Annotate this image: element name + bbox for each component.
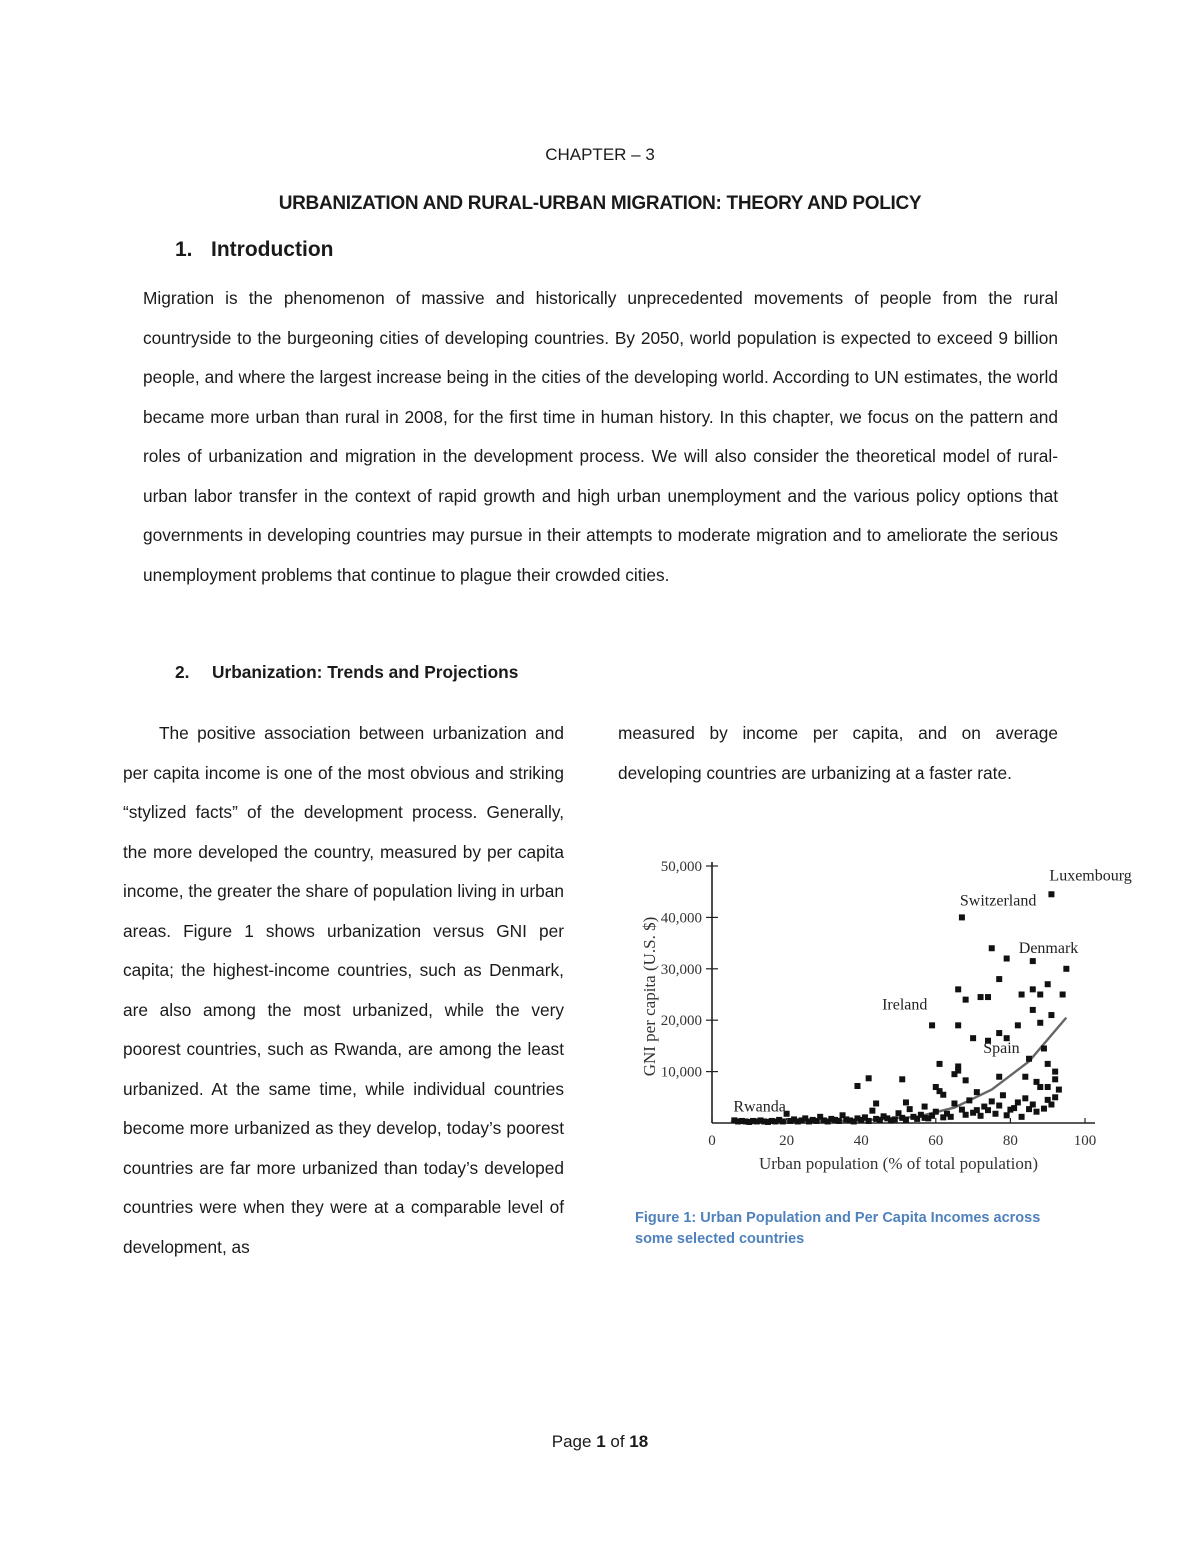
data-point: [1019, 992, 1025, 998]
data-point: [974, 1107, 980, 1113]
data-point: [963, 997, 969, 1003]
data-point: [948, 1114, 954, 1120]
data-point: [1030, 1101, 1036, 1107]
data-point: [873, 1100, 879, 1106]
data-point: [1015, 1022, 1021, 1028]
data-point: [933, 1084, 939, 1090]
y-tick-label: 50,000: [660, 859, 702, 875]
labeled-data-point: [731, 1117, 737, 1123]
data-point: [1037, 992, 1043, 998]
data-point: [892, 1116, 898, 1122]
data-point: [1045, 981, 1051, 987]
section-title: Introduction: [211, 238, 334, 261]
labeled-data-point: [929, 1022, 935, 1028]
footer-middle: of: [605, 1432, 630, 1451]
data-point: [989, 945, 995, 951]
right-column: [618, 714, 1058, 793]
x-axis-label: Urban population (% of total population): [758, 1154, 1039, 1173]
data-point: [1037, 1084, 1043, 1090]
y-axis-label: GNI per capita (U.S. $): [640, 916, 659, 1077]
data-point: [978, 1113, 984, 1119]
figure-caption: Figure 1: Urban Population and Per Capita Incomes across some selected countries: [635, 1210, 1041, 1247]
data-point: [866, 1118, 872, 1124]
data-point: [992, 1111, 998, 1117]
data-point: [1004, 1112, 1010, 1118]
scatter-chart: [600, 848, 1160, 1188]
data-point: [1019, 1114, 1025, 1120]
x-tick-label: 20: [779, 1133, 795, 1149]
data-point: [1015, 1099, 1021, 1105]
data-point: [966, 1097, 972, 1103]
data-point: [978, 994, 984, 1000]
x-tick-label: 100: [1073, 1133, 1097, 1149]
page-title: URBANIZATION AND RURAL-URBAN MIGRATION: THEORY AND POLICY: [278, 193, 922, 214]
data-point: [1000, 1092, 1006, 1098]
page-footer: [0, 1432, 1200, 1452]
footer-page-number: 1: [596, 1432, 606, 1451]
data-point: [940, 1114, 946, 1120]
point-label: Spain: [983, 1040, 1020, 1058]
x-tick-label: 80: [1002, 1133, 1018, 1149]
labeled-data-point: [959, 914, 965, 920]
data-point: [970, 1035, 976, 1041]
y-tick-label: 30,000: [660, 961, 702, 978]
data-point: [922, 1104, 928, 1110]
data-point: [1011, 1105, 1017, 1111]
data-point: [869, 1108, 875, 1114]
data-point: [1048, 1101, 1054, 1107]
data-point: [974, 1089, 980, 1095]
point-label: Ireland: [882, 996, 928, 1014]
data-point: [985, 1107, 991, 1113]
data-point: [955, 1022, 961, 1028]
data-point: [933, 1109, 939, 1115]
data-point: [903, 1117, 909, 1123]
point-label: Denmark: [1018, 940, 1079, 958]
x-tick-label: 60: [928, 1133, 944, 1149]
data-point: [1004, 956, 1010, 962]
data-point: [1041, 1045, 1047, 1051]
data-point: [1022, 1074, 1028, 1080]
footer-prefix: Page: [551, 1432, 597, 1451]
section-heading-urbanization: [175, 662, 518, 683]
section-heading-introduction: [175, 238, 333, 262]
data-point: [907, 1106, 913, 1112]
section-number: 1.: [175, 238, 193, 261]
data-point: [1026, 1056, 1032, 1062]
point-label: Luxembourg: [1049, 867, 1132, 885]
urbanization-paragraph-part2: measured by income per capita, and on average developing countries are urbanizing at a faster rate.: [618, 723, 1058, 783]
data-point: [1041, 1106, 1047, 1112]
data-point: [1048, 1012, 1054, 1018]
data-point: [1045, 1061, 1051, 1067]
data-point: [963, 1112, 969, 1118]
data-point: [1060, 992, 1066, 998]
data-point: [780, 1118, 786, 1124]
footer-page-total: 18: [629, 1432, 649, 1451]
intro-paragraph: Migration is the phenomenon of massive and historically unprecedented movements of people from the rural countryside to the burgeoning cities of developing countries. By 2050, world population is expected to exceed 9 billion people, and where the largest increase being in the cities of the developing world. According to UN estimates, the world became more urban than rural in 2008, for the first time in human history. In this chapter, we focus on the pattern and roles of urbanization and migration in the development process. We will also consider the theoretical model of rural-urban labor transfer in the context of rapid growth and high urban unemployment and the various policy options that governments in developing countries may pursue in their attempts to moderate migration and to ameliorate the serious unemployment problems that continue to plague their crowded cities.: [143, 288, 1058, 585]
data-point: [1034, 1109, 1040, 1115]
data-point: [922, 1115, 928, 1121]
data-point: [1056, 1087, 1062, 1093]
data-point: [996, 1103, 1002, 1109]
y-tick-label: 40,000: [660, 910, 702, 927]
y-tick-label: 20,000: [660, 1013, 702, 1030]
data-point: [1052, 1076, 1058, 1082]
left-column: [123, 714, 564, 1267]
data-point: [1052, 1069, 1058, 1075]
labeled-data-point: [1048, 891, 1054, 897]
data-point: [951, 1071, 957, 1077]
data-point: [959, 1107, 965, 1113]
data-point: [1045, 1084, 1051, 1090]
data-point: [1063, 966, 1069, 972]
data-point: [1052, 1094, 1058, 1100]
urbanization-paragraph-part1: The positive association between urbanization and per capita income is one of the most obvious and striking “stylized facts” of the development process. Generally, the more developed the country, measured by per capita income, the greater the share of population living in urban areas. Figure 1 shows urbanization versus GNI per capita; the highest-income countries, such as Denmark, are also among the most urbanized, while the very poorest countries, such as Rwanda, are among the least urbanized. At the same time, while individual countries become more urbanized as they develop, today’s poorest countries are far more urbanized than today’s developed countries were when they were at a comparable level of development, as: [123, 723, 564, 1257]
data-point: [899, 1076, 905, 1082]
section-number: 2.: [175, 662, 190, 682]
point-label: Switzerland: [959, 892, 1037, 910]
data-point: [1037, 1020, 1043, 1026]
data-point: [937, 1061, 943, 1067]
data-point: [985, 994, 991, 1000]
data-point: [951, 1100, 957, 1106]
y-tick-label: 10,000: [660, 1064, 702, 1081]
data-point: [1030, 1007, 1036, 1013]
section-title: Urbanization: Trends and Projections: [212, 662, 519, 682]
data-point: [1034, 1079, 1040, 1085]
data-point: [836, 1118, 842, 1124]
data-point: [866, 1075, 872, 1081]
data-point: [903, 1099, 909, 1105]
data-point: [1030, 986, 1036, 992]
data-point: [996, 1074, 1002, 1080]
chapter-label: CHAPTER – 3: [545, 145, 655, 164]
data-point: [955, 986, 961, 992]
data-point: [854, 1083, 860, 1089]
x-tick-label: 0: [708, 1133, 716, 1149]
data-point: [963, 1077, 969, 1083]
labeled-data-point: [1030, 958, 1036, 964]
labeled-data-point: [996, 1030, 1002, 1036]
x-tick-label: 40: [853, 1133, 869, 1149]
data-point: [996, 976, 1002, 982]
data-point: [1022, 1095, 1028, 1101]
data-point: [989, 1098, 995, 1104]
point-label: Rwanda: [733, 1098, 786, 1116]
